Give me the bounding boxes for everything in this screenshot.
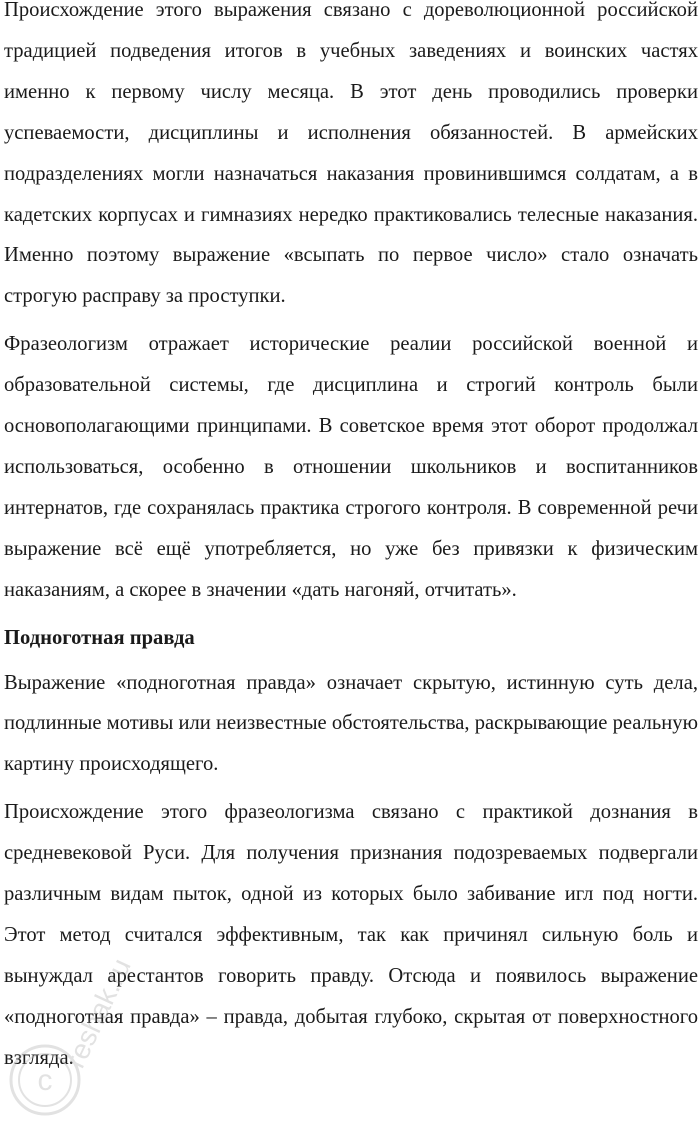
paragraph-historical-realities: Фразеологизм отражает исторические реалии российской военной и образовательной системы, где дисциплина и строгий контроль были основополагающими принципами. В советское время этот оборот продолжал использоваться, особенно в отношении школьников и воспитанников интернатов, где сохранялась практика строгого контроля. В современной речи выражение всё ещё употребляется, но уже без привязки к физическим наказаниям, а скорее в значении «дать нагоняй, отчитать». [4,333,698,601]
watermark-copyright-glyph: c [37,1064,53,1097]
paragraph-origin-podnogotnaya: Происхождение этого фразеологизма связано с практикой дознания в средневековой Руси. Для получения признания подозреваемых подвергали различным видам пыток, одной из которых было забивание игл под ногти. Этот метод считался эффективным, так как причинял сильную боль и вынуждал арестантов говорить правду. Отсюда и появилось выражение «подноготная правда» – правда, добытая глубоко, скрытая от поверхностного взгляда. [4,801,698,1069]
watermark-text: reshak.ru [59,953,137,1073]
document-page [4,0,698,1086]
paragraph-origin-first-number: Происхождение этого выражения связано с дореволюционной российской традицией подведения итогов в учебных заведениях и воинских частях именно к первому числу месяца. В этот день проводились проверки успеваемости, дисциплины и исполнения обязанностей. В армейских подразделениях могли назначаться наказания провинившимся солдатам, а в кадетских корпусах и гимназиях нередко практиковались телесные наказания. Именно поэтому выражение «всыпать по первое число» стало означать строгую расправу за проступки. [4,0,698,308]
paragraph-meaning: Выражение «подноготная правда» означает скрытую, истинную суть дела, подлинные мотивы или неизвестные обстоятельства, раскрывающие реальную картину происходящего. [4,671,698,776]
section-heading: Подноготная правда [4,626,195,649]
